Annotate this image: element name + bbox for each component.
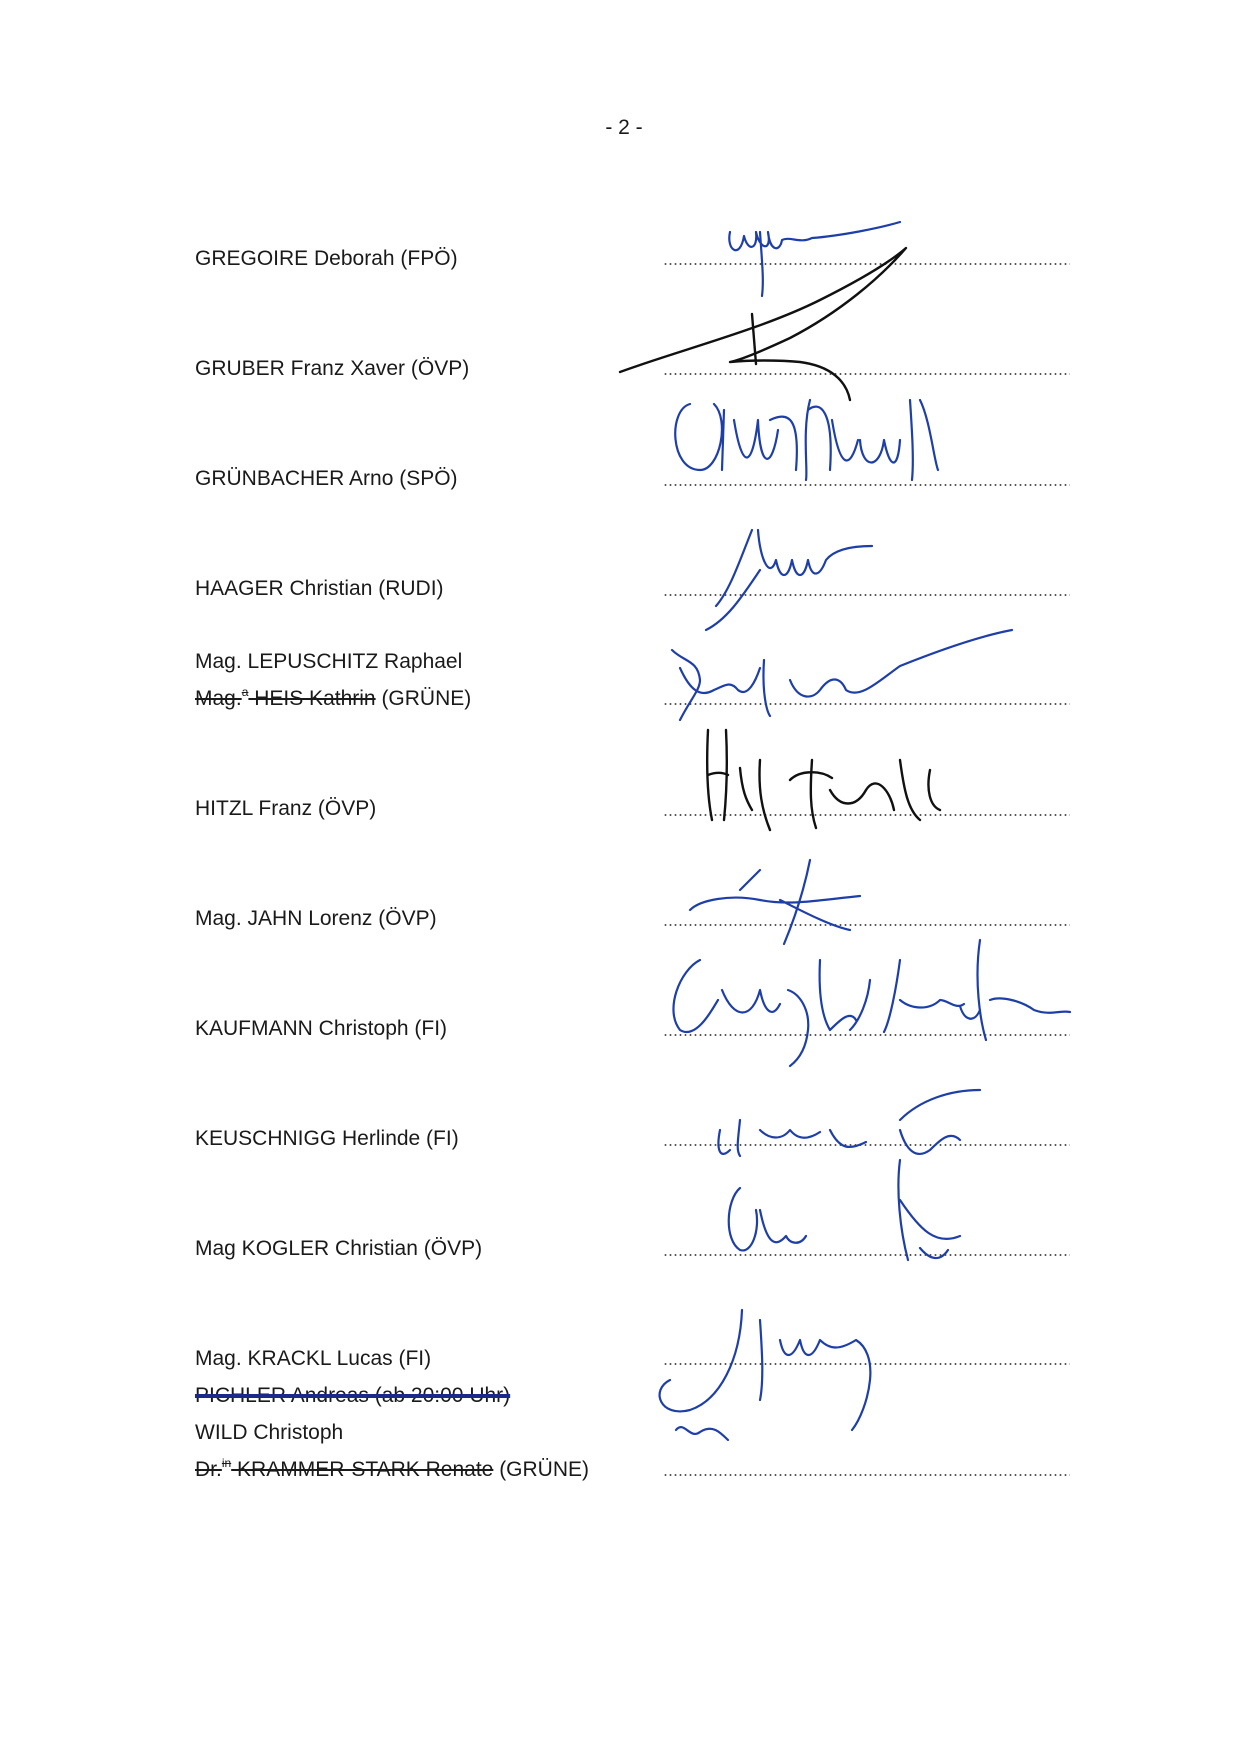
signature-line (663, 594, 1070, 596)
signatory-name: Mag. LEPUSCHITZ Raphael (195, 650, 463, 673)
signature-haager (706, 530, 872, 630)
page-number: - 2 - (605, 116, 643, 139)
signature-line (663, 373, 1070, 375)
replaced-signatory (195, 680, 471, 720)
signatory-name: HAAGER Christian (RUDI) (195, 577, 444, 600)
signatory-keuschnigg (195, 1120, 459, 1157)
replaced-signatory (195, 1451, 589, 1491)
signatory-name: HITZL Franz (ÖVP) (195, 797, 377, 820)
signatory-name: WILD Christoph (195, 1421, 344, 1444)
signature-line (663, 703, 1070, 705)
signature-line (663, 263, 1070, 265)
struck-name: PICHLER Andreas (ab 20:00 Uhr) (195, 1384, 511, 1407)
signatory-name: GREGOIRE Deborah (FPÖ) (195, 247, 458, 270)
signatory-hitzl (195, 790, 376, 827)
signature-line (663, 1144, 1070, 1146)
signatory-kogler (195, 1230, 482, 1267)
signatory-name: Mag KOGLER Christian (ÖVP) (195, 1237, 483, 1260)
struck-prefix: Dr. (195, 1458, 222, 1481)
party-label: (GRÜNE) (375, 687, 472, 710)
signatory-jahn (195, 900, 437, 937)
signatory-kaufmann (195, 1010, 447, 1047)
signatory-lepuschitz (195, 643, 471, 720)
signatory-name: KEUSCHNIGG Herlinde (FI) (195, 1127, 459, 1150)
struck-name: KRAMMER-STARK Renate (231, 1458, 494, 1481)
signatory-krackl (195, 1340, 589, 1491)
signature-kogler (729, 1160, 960, 1260)
signature-line (663, 814, 1070, 816)
title-superscript: a (241, 685, 249, 699)
signatory-gruenbacher (195, 460, 458, 497)
signature-line (663, 1363, 1070, 1365)
title-superscript: in (221, 1456, 232, 1470)
signature-line (663, 484, 1070, 486)
signature-gregoire (729, 222, 900, 296)
signatory-gruber (195, 350, 469, 387)
signature-keuschnigg (718, 1090, 980, 1156)
signatory-name: Mag. JAHN Lorenz (ÖVP) (195, 907, 437, 930)
signature-krackl (660, 1310, 871, 1440)
signature-line (663, 1474, 1070, 1476)
struck-prefix: Mag. (195, 687, 242, 710)
struck-name: HEIS Kathrin (248, 687, 376, 710)
signature-gruber (620, 248, 906, 400)
signatory-name: KAUFMANN Christoph (FI) (195, 1017, 448, 1040)
signature-line (663, 924, 1070, 926)
signature-gruenbacher (675, 400, 938, 480)
signature-jahn (690, 860, 860, 944)
signature-kaufmann (673, 940, 1070, 1066)
party-label: (GRÜNE) (493, 1458, 590, 1481)
signature-line (663, 1254, 1070, 1256)
signatory-haager (195, 570, 444, 607)
signatory-gregoire (195, 240, 458, 277)
signatory-name: GRUBER Franz Xaver (ÖVP) (195, 357, 470, 380)
replaced-signatory (195, 1377, 589, 1414)
signatory-name: GRÜNBACHER Arno (SPÖ) (195, 467, 458, 490)
signature-lepuschitz (672, 630, 1012, 720)
signatory-name: Mag. KRACKL Lucas (FI) (195, 1347, 432, 1370)
signature-line (663, 1034, 1070, 1036)
